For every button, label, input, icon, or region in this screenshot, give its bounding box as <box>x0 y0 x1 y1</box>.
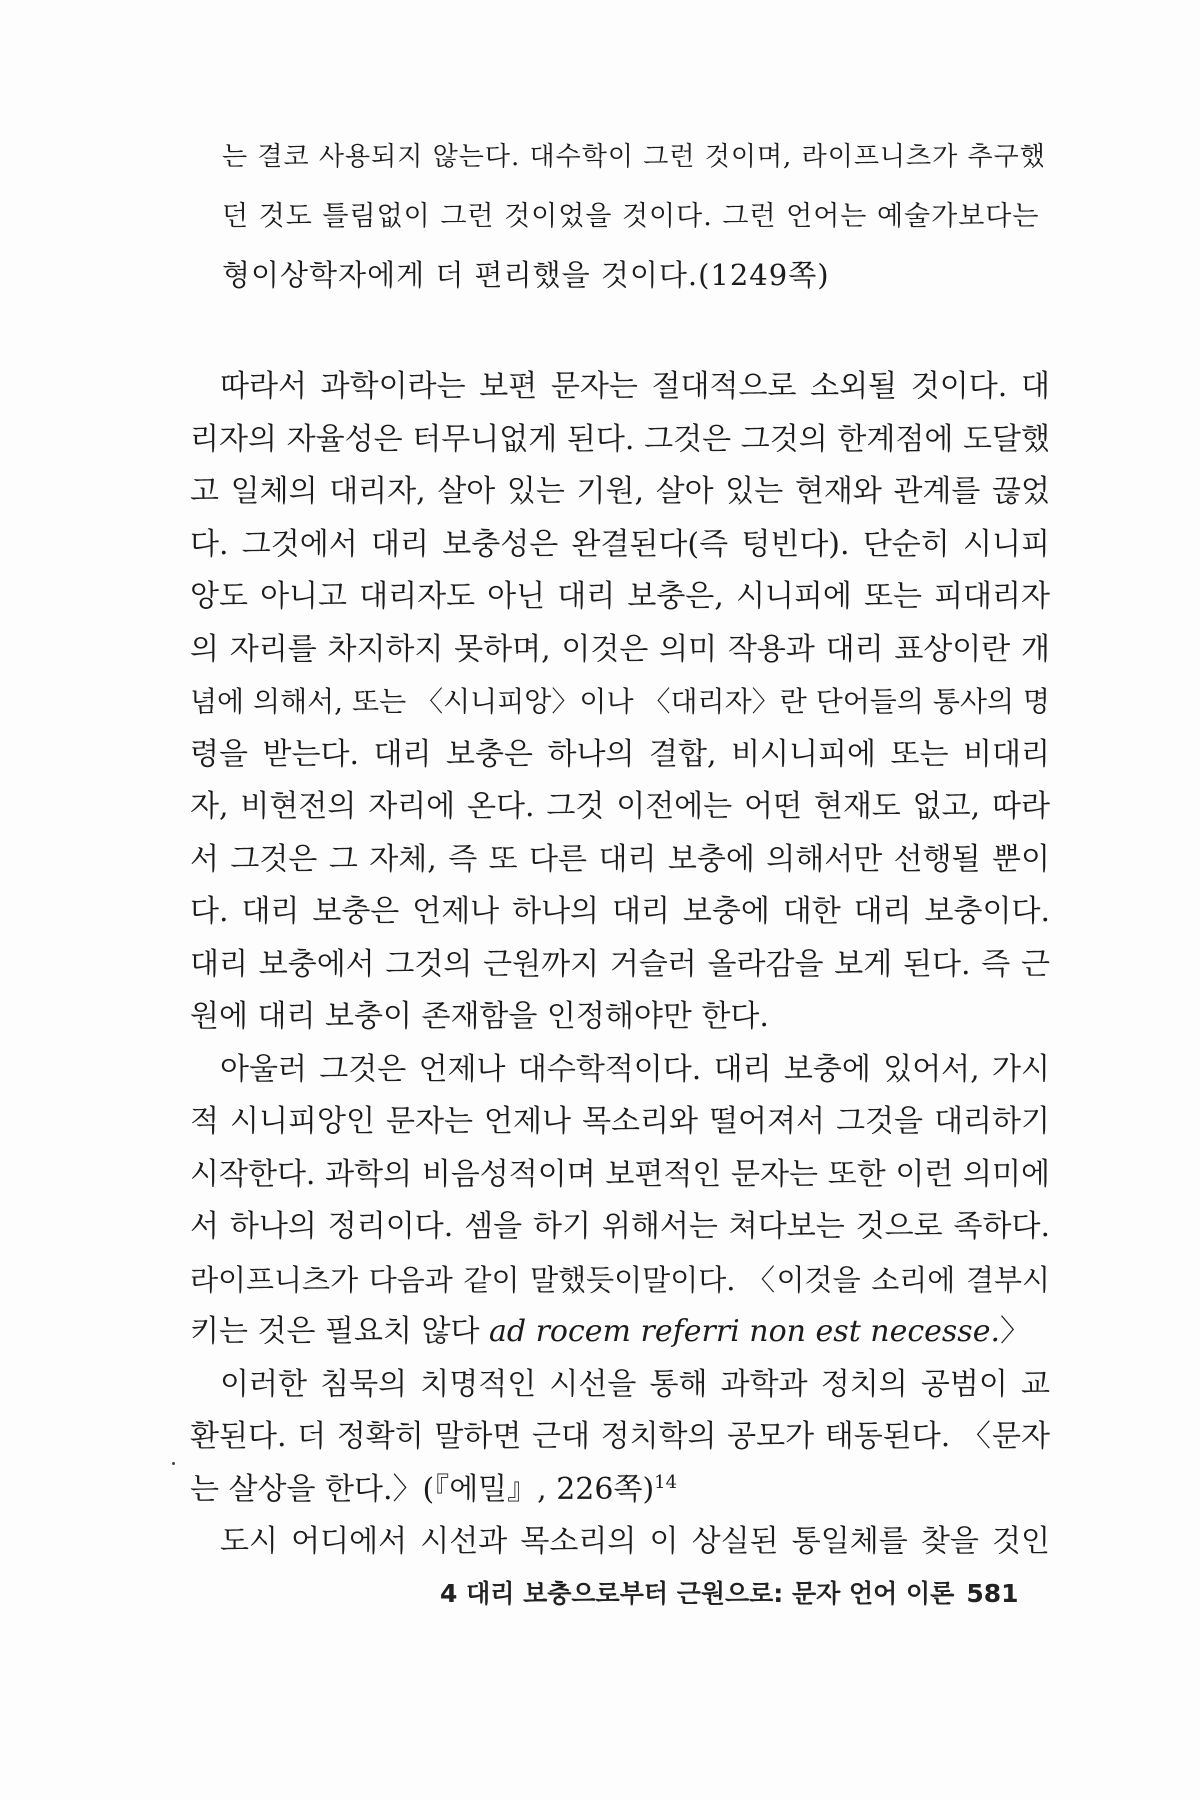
text-line: 서 그것은 그 자체, 즉 또 다른 대리 보충에 의해서만 선행될 뿐이 <box>190 841 1050 877</box>
text-line <box>190 1464 1050 1517</box>
quote-line: 는 결코 사용되지 않는다. 대수학이 그런 것이며, 라이프니츠가 추구했 <box>222 142 1046 172</box>
text-line: 환된다. 더 정확히 말하면 근대 정치학의 공모가 태동된다. 〈문자 <box>190 1419 1050 1454</box>
text-line: 다. 그것에서 대리 보충성은 완결된다(즉 텅빈다). 단순히 시니피 <box>190 526 1050 562</box>
quote-line: 던 것도 틀림없이 그런 것이었을 것이다. 그런 언어는 예술가보다는 <box>222 201 1040 232</box>
page-footer <box>440 1574 1020 1610</box>
latin-quote: ad rocem referri non est necesse. <box>488 1314 1000 1349</box>
page-content <box>190 128 1050 1569</box>
text-line: 앙도 아니고 대리자도 아닌 대리 보충은, 시니피에 또는 피대리자 <box>190 579 1050 614</box>
page-number: 581 <box>966 1579 1019 1608</box>
paragraph <box>190 1516 1050 1569</box>
text-line: 자, 비현전의 자리에 온다. 그것 이전에는 어떤 현재도 없고, 따라 <box>190 789 1050 824</box>
paragraph <box>190 1359 1050 1517</box>
text-line: 아울러 그것은 언제나 대수학적이다. 대리 보충에 있어서, 가시 <box>220 1051 1050 1087</box>
text-line: 다. 대리 보충은 언제나 하나의 대리 보충에 대한 대리 보충이다. <box>190 894 1050 929</box>
footnote-marker[interactable]: 14 <box>654 1471 678 1493</box>
text-line: 령을 받는다. 대리 보충은 하나의 결합, 비시니피에 또는 비대리 <box>190 736 1050 772</box>
body-text <box>190 361 1050 1569</box>
text-line <box>190 1306 1050 1359</box>
text-line: 리자의 자율성은 터무니없게 된다. 그것은 그것의 한계점에 도달했 <box>190 421 1050 457</box>
text-fragment: 키는 것은 필요치 않다 <box>190 1314 489 1349</box>
text-fragment: 는 살상을 한다.〉(『에밀』, 226쪽) <box>190 1471 655 1507</box>
paragraph <box>190 361 1050 1044</box>
running-head: 4 대리 보충으로부터 근원으로: 문자 언어 이론 <box>440 1579 955 1608</box>
text-line: 이러한 침묵의 치명적인 시선을 통해 과학과 정치의 공범이 교 <box>220 1366 1050 1402</box>
paragraph <box>190 1044 1050 1359</box>
text-line: 념에 의해서, 또는 〈시니피앙〉이나 〈대리자〉란 단어들의 통사의 명 <box>190 685 1050 718</box>
text-fragment: 〉 <box>1000 1314 1030 1349</box>
text-line: 서 하나의 정리이다. 셈을 하기 위해서는 쳐다보는 것으로 족하다. <box>190 1209 1050 1244</box>
text-line: 원에 대리 보충이 존재함을 인정해야만 한다. <box>190 999 769 1034</box>
text-line: 따라서 과학이라는 보편 문자는 절대적으로 소외될 것이다. 대 <box>220 369 1050 404</box>
text-line: 의 자리를 차지하지 못하며, 이것은 의미 작용과 대리 표상이란 개 <box>190 631 1050 667</box>
text-line: 대리 보충에서 그것의 근원까지 거슬러 올라감을 보게 된다. 즉 근 <box>190 946 1050 982</box>
margin-dot <box>172 1462 175 1465</box>
text-line: 라이프니츠가 다음과 같이 말했듯이말이다. 〈이것을 소리에 결부시 <box>190 1262 1050 1297</box>
text-line: 도시 어디에서 시선과 목소리의 이 상실된 통일체를 찾을 것인 <box>220 1524 1050 1559</box>
block-quote <box>222 128 1050 305</box>
text-line: 고 일체의 대리자, 살아 있는 기원, 살아 있는 현재와 관계를 끊었 <box>190 474 1050 509</box>
text-line: 적 시니피앙인 문자는 언제나 목소리와 떨어져서 그것을 대리하기 <box>190 1104 1050 1139</box>
text-line: 시작한다. 과학의 비음성적이며 보편적인 문자는 또한 이런 의미에 <box>190 1156 1050 1192</box>
quote-line: 형이상학자에게 더 편리했을 것이다.(1249쪽) <box>222 258 830 292</box>
